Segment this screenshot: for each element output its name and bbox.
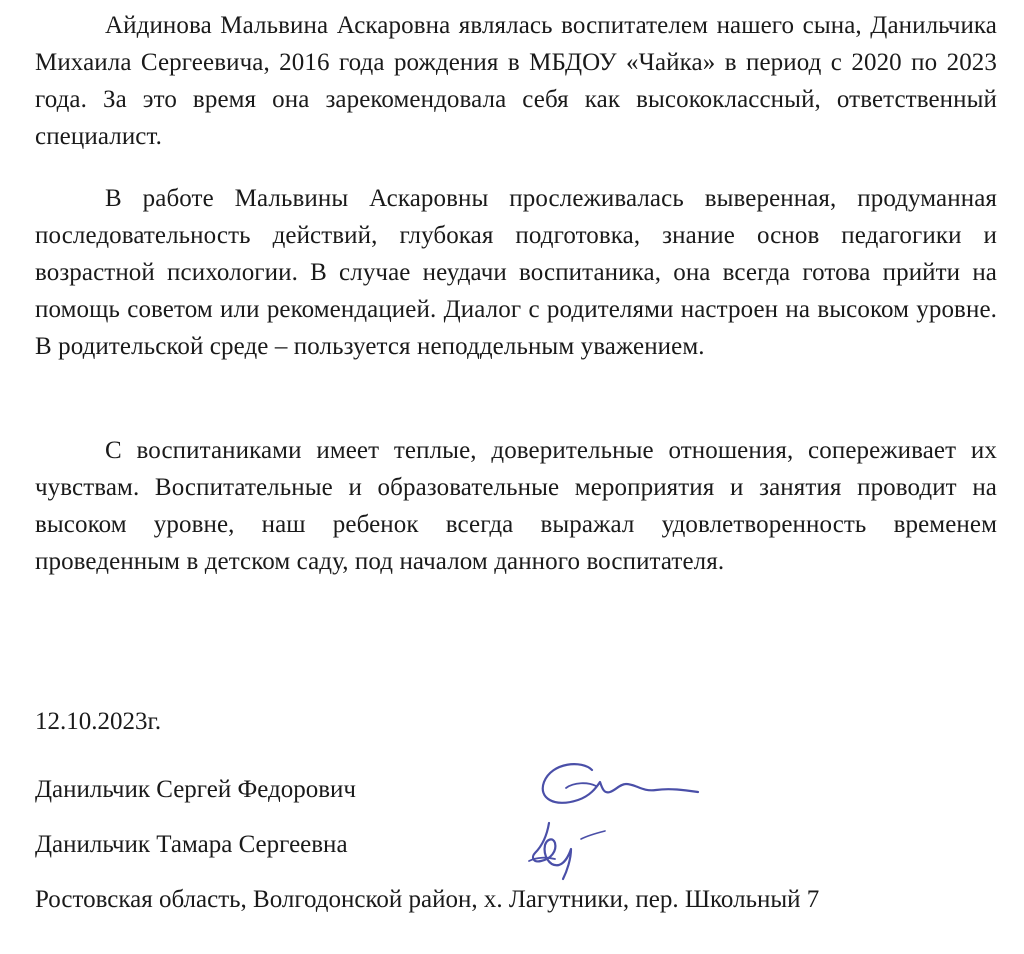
paragraph-1: Айдинова Мальвина Аскаровна являлась воспитателем нашего сына, Данильчика Михаила Сергеевича, 2016 года рождения в МБДОУ «Чайка» в период с 2020 по 2023 года. За это время она зарекомендовала себя как высококлассный, ответственный специалист. (35, 12, 997, 150)
signature-2-icon (525, 815, 635, 885)
paragraph-3: С воспитаниками имеет теплые, доверительные отношения, сопереживает их чувствам. Воспитательные и образовательные мероприятия и занятия проводит на высоком уровне, наш ребенок всегда выражал удовлетворенность временем проведенным в детском саду, под началом данного воспитателя. (35, 437, 997, 575)
paragraph-2: В работе Мальвины Аскаровны прослеживалась выверенная, продуманная последовательность действий, глубокая подготовка, знание основ педагогики и возрастной психологии. В случае неудачи воспитаника, она всегда готова прийти на помощь советом или рекомендацией. Диалог с родителями настроен на высоком уровне. В родительской среде – пользуется неподдельным уважением. (35, 185, 997, 360)
address-line: Ростовская область, Волгодонской район, х. Лагутники, пер. Школьный 7 (35, 886, 820, 913)
signatory-name-2: Данильчик Тамара Сергеевна (35, 831, 348, 858)
signature-1-icon (530, 748, 710, 818)
signatory-name-1: Данильчик Сергей Федорович (35, 776, 356, 803)
letter-date: 12.10.2023г. (35, 708, 162, 735)
